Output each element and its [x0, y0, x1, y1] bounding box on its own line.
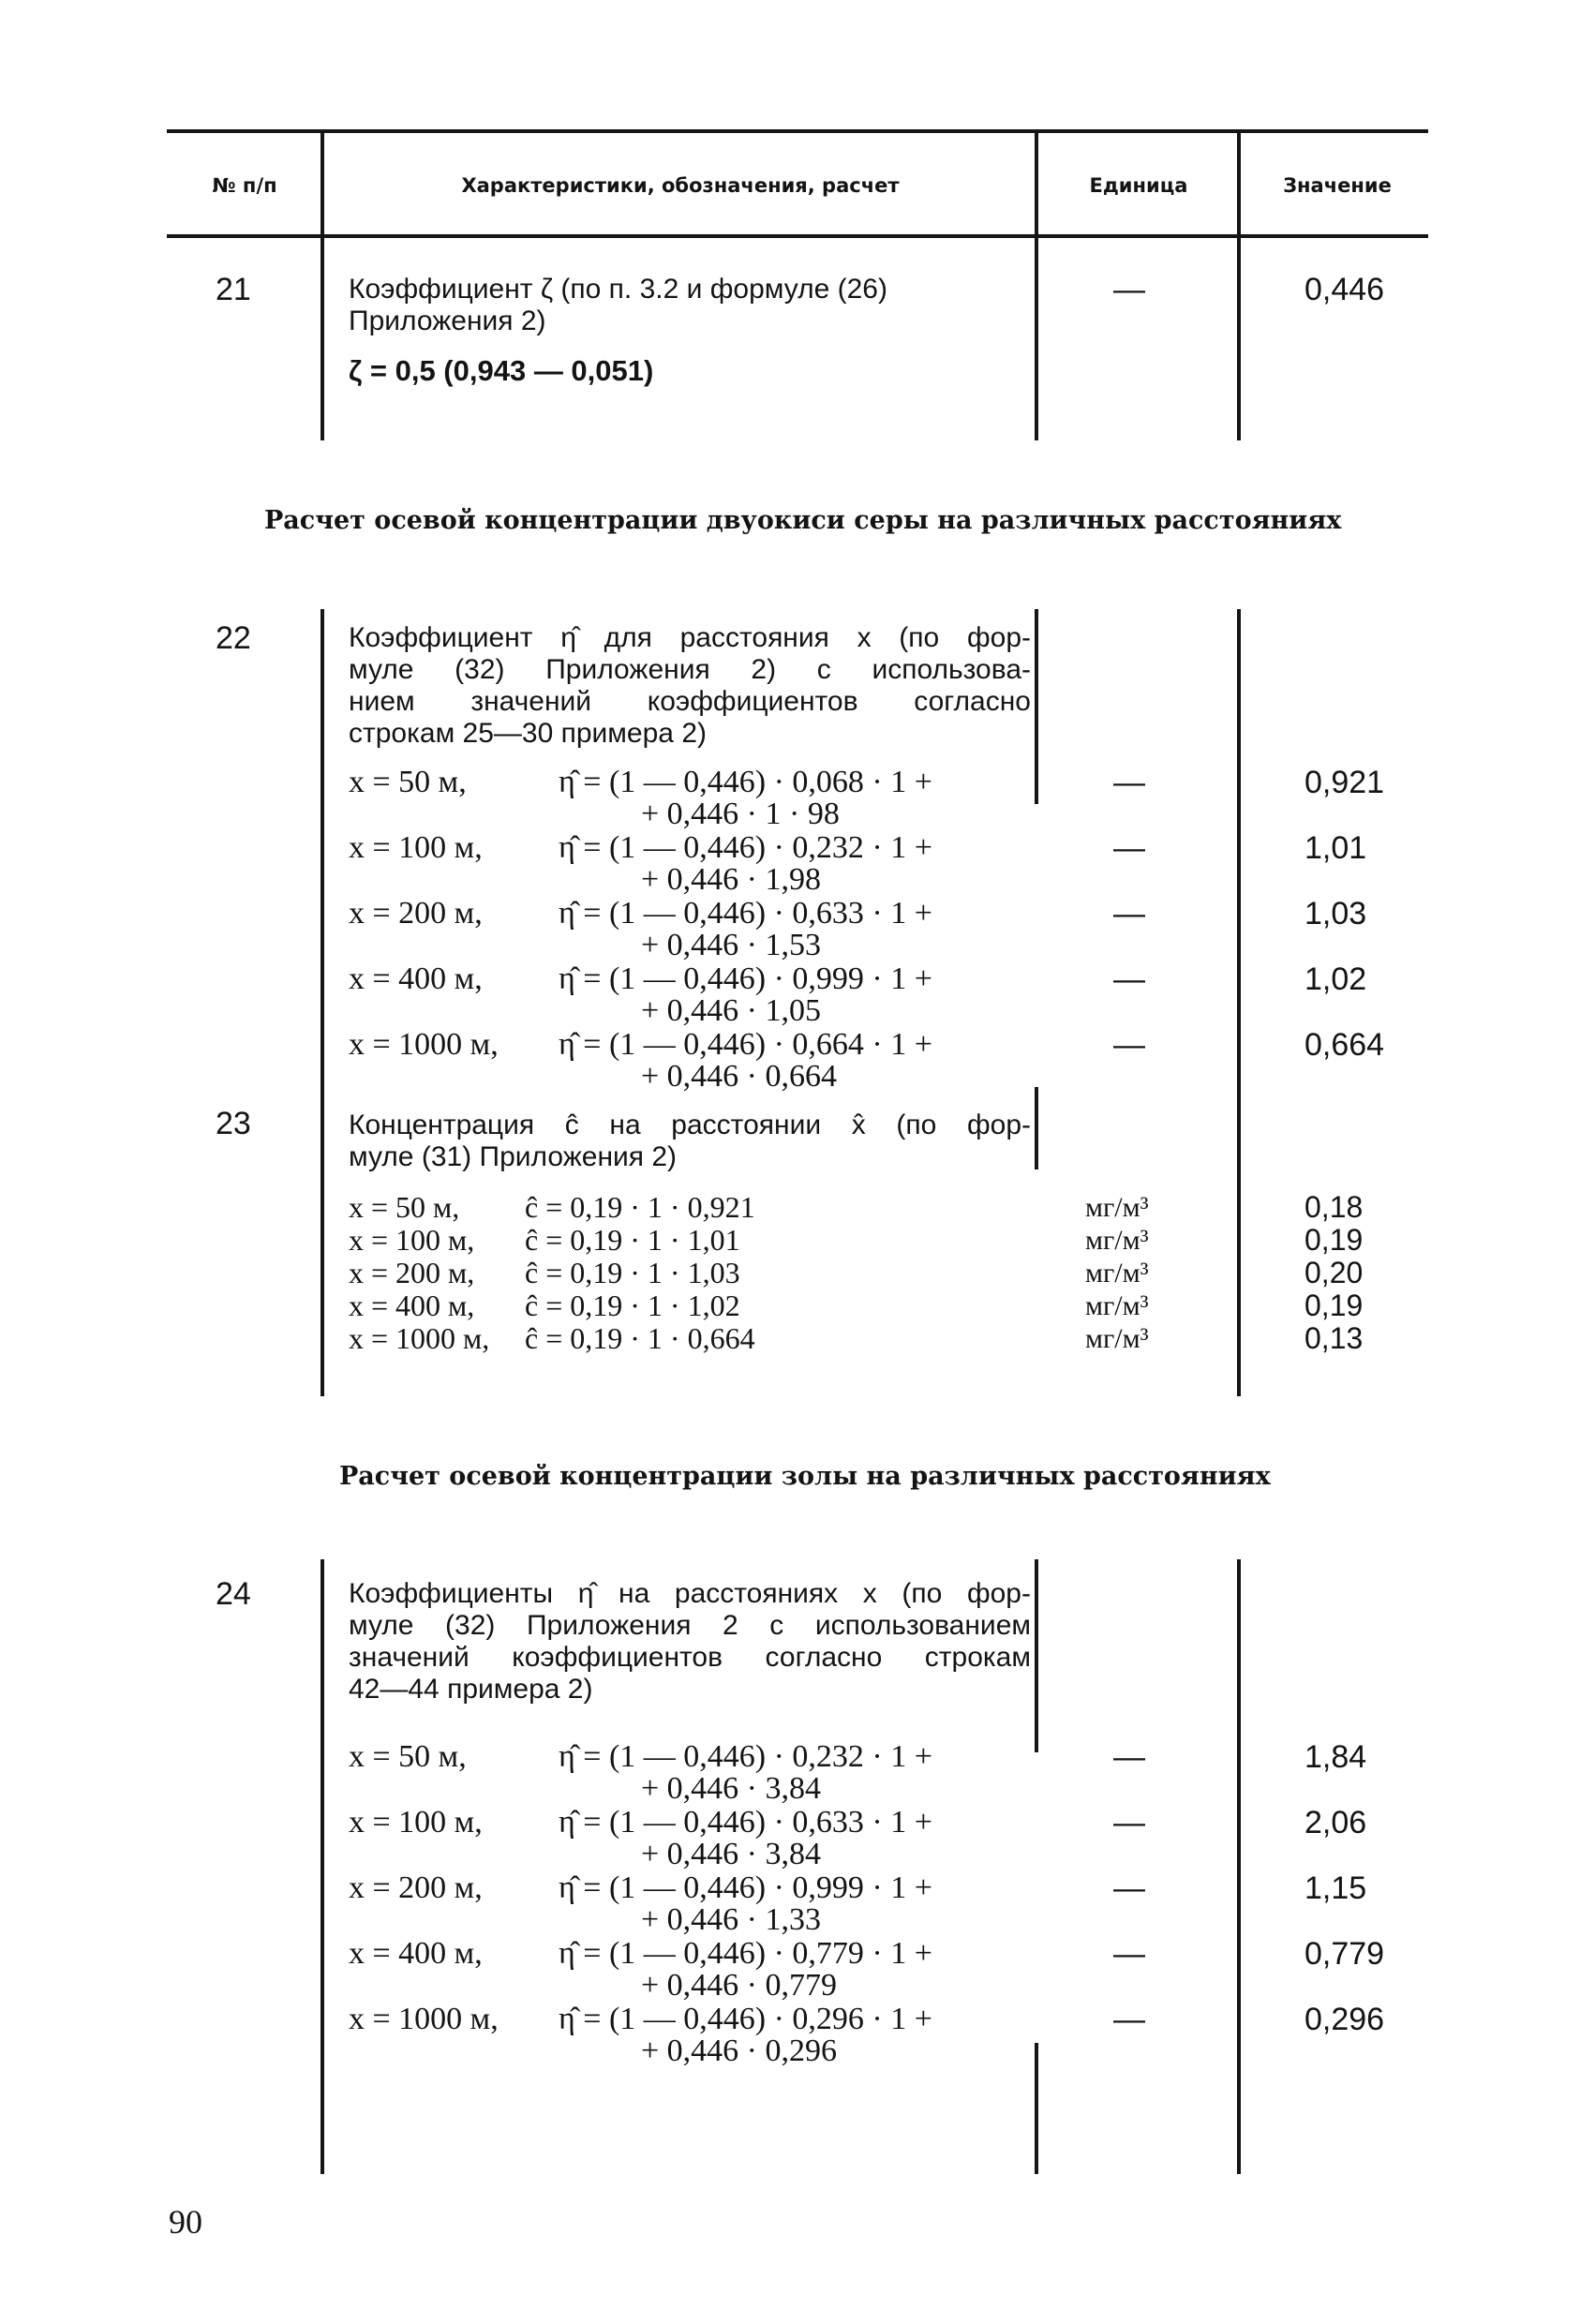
- col-rule-2-block3: [1035, 1559, 1038, 1752]
- row23-item-unit: мг/м³: [1085, 1290, 1149, 1321]
- col-rule-3-block3: [1237, 1559, 1241, 2174]
- row24-item-formula-b: + 0,446 · 3,84: [641, 1837, 821, 1871]
- row22-item-unit: —: [1113, 961, 1145, 997]
- col-rule-1-block2: [320, 609, 324, 1396]
- row23-item-x: x = 50 м,: [349, 1190, 460, 1224]
- row22-item-formula-b: + 0,446 · 1,05: [641, 993, 821, 1028]
- row24-item-value: 0,779: [1304, 1936, 1385, 1972]
- col-rule-1-block1: [320, 131, 324, 440]
- row23-item-formula: ĉ = 0,19 · 1 · 1,01: [525, 1223, 740, 1257]
- section-title-sulfur: Расчет осевой концентрации двуокиси серы на различных расстояниях: [264, 506, 1342, 535]
- row24-desc-line3: значений коэффициентов согласно строкам: [349, 1642, 1031, 1673]
- page-number: 90: [169, 2203, 202, 2241]
- col-rule-3-block1: [1237, 131, 1241, 440]
- row22-item-value: 0,664: [1304, 1027, 1385, 1063]
- row22-desc-line3: нием значений коэффициентов согласно: [349, 686, 1031, 717]
- row23-item-formula: ĉ = 0,19 · 1 · 0,664: [525, 1321, 755, 1355]
- row22-item-x: x = 200 м,: [349, 896, 483, 931]
- row24-item-unit: —: [1113, 1805, 1145, 1840]
- row23-item-formula: ĉ = 0,19 · 1 · 0,921: [525, 1190, 755, 1224]
- header-col-value: Значение: [1283, 174, 1392, 197]
- row24-desc: [349, 1578, 1031, 1706]
- row21-formula: ζ = 0,5 (0,943 — 0,051): [349, 354, 654, 387]
- row23-item-value: 0,19: [1304, 1289, 1364, 1322]
- row22-item-value: 1,03: [1304, 896, 1367, 931]
- header-col-unit: Единица: [1089, 174, 1188, 197]
- col-rule-3-block2: [1237, 609, 1241, 1396]
- row22-item-unit: —: [1113, 830, 1145, 866]
- row24-item-formula-a: η̂ = (1 — 0,446) · 0,779 · 1 +: [559, 1936, 932, 1971]
- section-title-ash: Расчет осевой концентрации золы на различных расстояниях: [339, 1462, 1271, 1491]
- row22-item-formula-a: η̂ = (1 — 0,446) · 0,232 · 1 +: [559, 830, 932, 865]
- row22-item-x: x = 400 м,: [349, 961, 483, 996]
- row23-item-value: 0,18: [1304, 1190, 1364, 1224]
- row23-item-value: 0,13: [1304, 1321, 1364, 1355]
- row21-unit: —: [1113, 272, 1145, 307]
- row23-item-formula: ĉ = 0,19 · 1 · 1,02: [525, 1289, 740, 1322]
- row24-item-formula-b: + 0,446 · 0,296: [641, 2034, 837, 2068]
- row24-item-value: 2,06: [1304, 1805, 1367, 1840]
- row23-desc-line1: Концентрация ĉ на расстоянии x̂ (по фор-: [349, 1110, 1031, 1140]
- row24-item-value: 1,84: [1304, 1739, 1367, 1775]
- row23-item-value: 0,19: [1304, 1223, 1364, 1257]
- row22-item-unit: —: [1113, 765, 1145, 800]
- row22-item-value: 0,921: [1304, 765, 1385, 800]
- row24-item-value: 0,296: [1304, 2002, 1385, 2037]
- row22-item-formula-a: η̂ = (1 — 0,446) · 0,633 · 1 +: [559, 896, 932, 931]
- row23-item-x: x = 400 м,: [349, 1289, 475, 1322]
- row22-desc: [349, 622, 1031, 750]
- row24-item-x: x = 1000 м,: [349, 2002, 499, 2036]
- row23-item-x: x = 100 м,: [349, 1223, 475, 1257]
- row24-item-formula-a: η̂ = (1 — 0,446) · 0,232 · 1 +: [559, 1739, 932, 1774]
- header-col-no: № п/п: [212, 174, 277, 197]
- row24-desc-line2: муле (32) Приложения 2 с использованием: [349, 1610, 1031, 1641]
- row24-item-formula-b: + 0,446 · 3,84: [641, 1771, 821, 1806]
- row24-item-x: x = 50 м,: [349, 1739, 467, 1774]
- row21-desc-line1: Коэффициент ζ (по п. 3.2 и формуле (26): [349, 274, 887, 305]
- row24-item-x: x = 100 м,: [349, 1805, 483, 1840]
- row21-number: 21: [216, 272, 251, 307]
- row22-item-formula-a: η̂ = (1 — 0,446) · 0,664 · 1 +: [559, 1027, 932, 1062]
- row24-item-formula-a: η̂ = (1 — 0,446) · 0,999 · 1 +: [559, 1870, 932, 1905]
- row24-desc-line4: 42—44 примера 2): [349, 1674, 593, 1705]
- row21-desc-line2: Приложения 2): [349, 305, 546, 336]
- row24-item-x: x = 400 м,: [349, 1936, 483, 1971]
- row22-item-unit: —: [1113, 896, 1145, 931]
- row23-item-unit: мг/м³: [1085, 1258, 1149, 1289]
- row22-item-formula-a: η̂ = (1 — 0,446) · 0,068 · 1 +: [559, 765, 932, 799]
- row23-item-x: x = 200 м,: [349, 1256, 475, 1289]
- row22-item-x: x = 1000 м,: [349, 1027, 499, 1062]
- row24-number: 24: [216, 1576, 251, 1612]
- row22-desc-line2: муле (32) Приложения 2) с использова-: [349, 654, 1031, 685]
- row23-item-unit: мг/м³: [1085, 1192, 1149, 1223]
- row24-item-unit: —: [1113, 1739, 1145, 1775]
- row22-item-x: x = 100 м,: [349, 830, 483, 865]
- col-rule-2b-block3: [1035, 2043, 1038, 2174]
- row23-item-unit: мг/м³: [1085, 1323, 1149, 1354]
- row24-item-formula-a: η̂ = (1 — 0,446) · 0,296 · 1 +: [559, 2002, 932, 2036]
- row24-desc-line1: Коэффициенты η̂ на расстояниях x (по фор-: [349, 1578, 1031, 1609]
- row23-desc-line2: муле (31) Приложения 2): [349, 1141, 678, 1172]
- row23-number: 23: [216, 1106, 251, 1141]
- row22-number: 22: [216, 620, 251, 656]
- row23-item-x: x = 1000 м,: [349, 1321, 490, 1355]
- row22-item-x: x = 50 м,: [349, 765, 467, 799]
- col-rule-2b-block2: [1035, 1087, 1038, 1169]
- row23-item-value: 0,20: [1304, 1256, 1364, 1289]
- row23-item-unit: мг/м³: [1085, 1225, 1149, 1256]
- row24-item-unit: —: [1113, 1936, 1145, 1972]
- row22-desc-line1: Коэффициент η̂ для расстояния x (по фор-: [349, 622, 1031, 653]
- row21-value: 0,446: [1304, 272, 1385, 307]
- row22-item-unit: —: [1113, 1027, 1145, 1063]
- row23-desc: [349, 1110, 1031, 1173]
- row22-item-value: 1,01: [1304, 830, 1367, 866]
- row24-item-formula-b: + 0,446 · 0,779: [641, 1968, 837, 2003]
- row24-item-value: 1,15: [1304, 1870, 1367, 1906]
- row24-item-formula-b: + 0,446 · 1,33: [641, 1902, 821, 1937]
- row22-item-formula-b: + 0,446 · 1,98: [641, 862, 821, 897]
- row24-item-formula-a: η̂ = (1 — 0,446) · 0,633 · 1 +: [559, 1805, 932, 1840]
- row24-item-x: x = 200 м,: [349, 1870, 483, 1905]
- row22-item-formula-b: + 0,446 · 0,664: [641, 1059, 837, 1094]
- header-col-desc: Характеристики, обозначения, расчет: [461, 174, 900, 197]
- row22-item-formula-b: + 0,446 · 1 · 98: [641, 797, 840, 831]
- row24-item-unit: —: [1113, 2002, 1145, 2037]
- row22-item-value: 1,02: [1304, 961, 1367, 997]
- row22-item-formula-b: + 0,446 · 1,53: [641, 928, 821, 962]
- row24-item-unit: —: [1113, 1870, 1145, 1906]
- row23-item-formula: ĉ = 0,19 · 1 · 1,03: [525, 1256, 740, 1289]
- row22-item-formula-a: η̂ = (1 — 0,446) · 0,999 · 1 +: [559, 961, 932, 996]
- row22-desc-line4: строкам 25—30 примера 2): [349, 718, 707, 749]
- col-rule-1-block3: [320, 1559, 324, 2174]
